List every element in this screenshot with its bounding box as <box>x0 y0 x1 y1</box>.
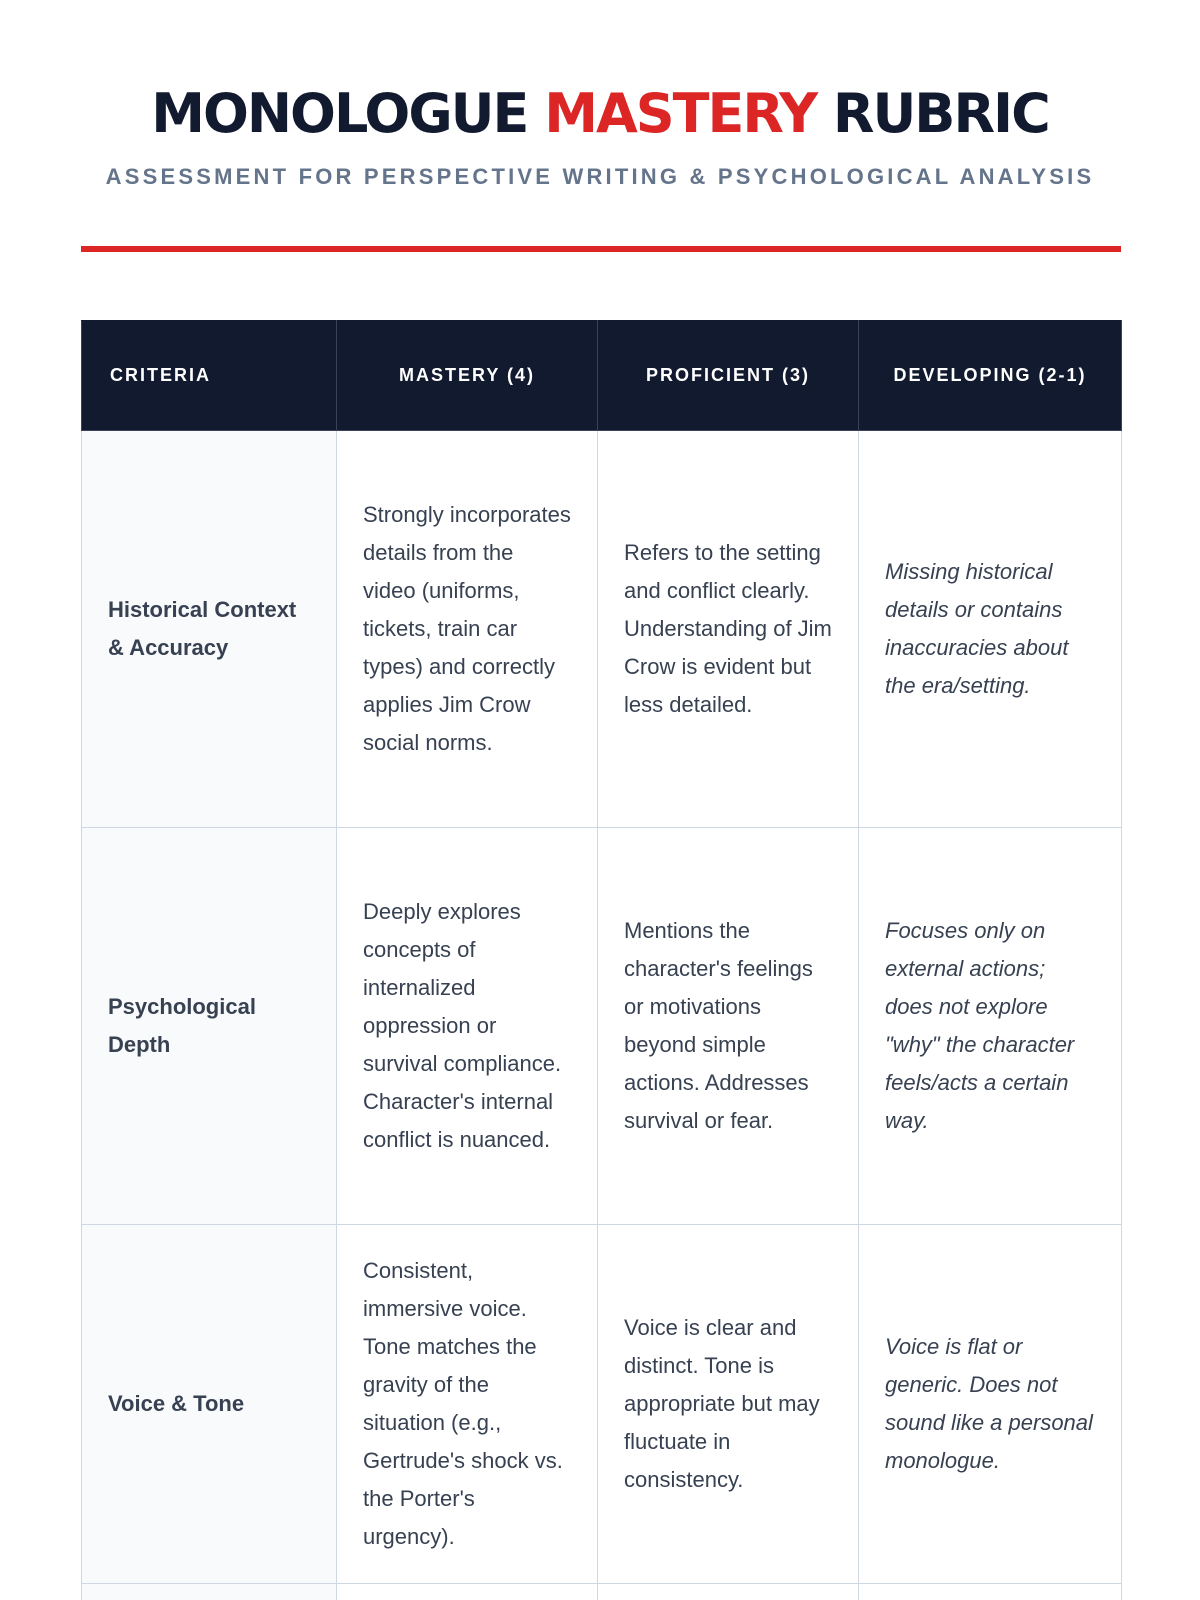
developing-cell: Missing historical details or contains inaccuracies about the era/setting. <box>859 431 1122 828</box>
criteria-cell: Psychological Depth <box>82 828 337 1225</box>
table-row <box>82 1225 1122 1584</box>
rubric-table <box>81 320 1122 1600</box>
column-header-criteria: CRITERIA <box>82 321 337 431</box>
page-title <box>0 78 1200 150</box>
title-divider <box>81 246 1121 252</box>
table-row <box>82 431 1122 828</box>
table-header-row <box>82 321 1122 431</box>
proficient-cell: Voice is clear and distinct. Tone is appropriate but may fluctuate in consistency. <box>598 1225 859 1584</box>
mastery-cell: Strongly incorporates details from the video (uniforms, tickets, train car types) and correctly applies Jim Crow social norms. <box>337 431 598 828</box>
proficient-cell <box>598 1584 859 1600</box>
proficient-cell: Mentions the character's feelings or motivations beyond simple actions. Addresses survival or fear. <box>598 828 859 1225</box>
mastery-cell: Deeply explores concepts of internalized oppression or survival compliance. Character's internal conflict is nuanced. <box>337 828 598 1225</box>
column-header-mastery: MASTERY (4) <box>337 321 598 431</box>
mastery-cell <box>337 1584 598 1600</box>
page-subtitle: ASSESSMENT FOR PERSPECTIVE WRITING & PSYCHOLOGICAL ANALYSIS <box>105 164 1095 189</box>
title-part-1: MONOLOGUE <box>151 82 545 145</box>
proficient-cell: Refers to the setting and conflict clearly. Understanding of Jim Crow is evident but less detailed. <box>598 431 859 828</box>
table-row <box>82 828 1122 1225</box>
criteria-cell: Voice & Tone <box>82 1225 337 1584</box>
title-accent: MASTERY <box>544 82 817 145</box>
column-header-developing: DEVELOPING (2-1) <box>859 321 1122 431</box>
developing-cell: Focuses only on external actions; does not explore "why" the character feels/acts a certain way. <box>859 828 1122 1225</box>
column-header-proficient: PROFICIENT (3) <box>598 321 859 431</box>
mastery-cell: Consistent, immersive voice. Tone matches the gravity of the situation (e.g., Gertrude's shock vs. the Porter's urgency). <box>337 1225 598 1584</box>
developing-cell <box>859 1584 1122 1600</box>
title-part-2: RUBRIC <box>816 82 1049 145</box>
table-row <box>82 1584 1122 1600</box>
criteria-cell <box>82 1584 337 1600</box>
developing-cell: Voice is flat or generic. Does not sound like a personal monologue. <box>859 1225 1122 1584</box>
criteria-cell: Historical Context & Accuracy <box>82 431 337 828</box>
